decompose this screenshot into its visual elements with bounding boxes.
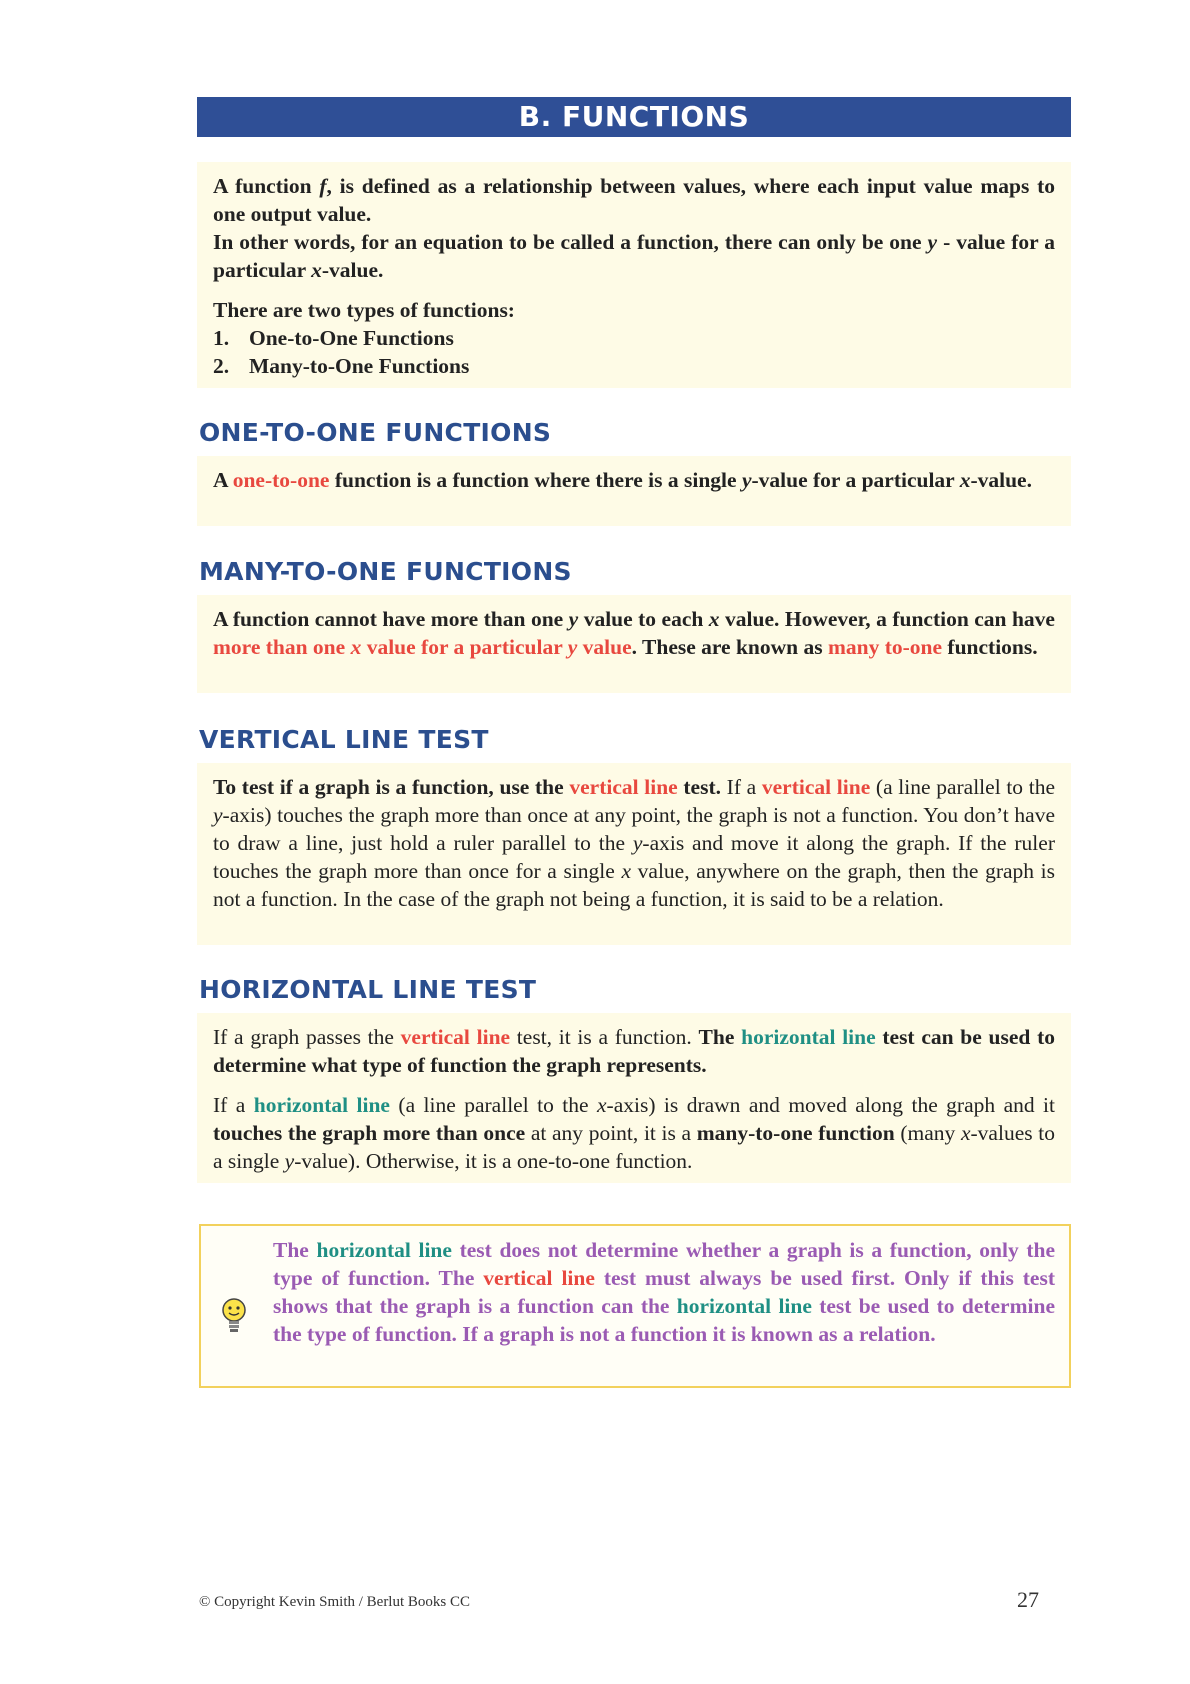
vertical-line-box	[197, 763, 1071, 945]
note-text: The horizontal line test does not determine whether a graph is a function, only the type of function. The vertical line test must always be used first. Only if this test shows that the graph is a function can the horizontal line test be used to determine the type of function. If a graph is not a function it is known as a relation.	[273, 1238, 1056, 1346]
page-title: B. FUNCTIONS	[197, 97, 1071, 137]
intro-definition: A function f, is defined as a relationship between values, where each input value maps to one output value.	[213, 174, 1055, 226]
intro-explanation: In other words, for an equation to be called a function, there can only be one y - value for a particular x-value.	[213, 230, 1055, 282]
intro-box	[197, 162, 1071, 388]
one-to-one-box	[197, 456, 1071, 526]
lightbulb-icon	[219, 1296, 249, 1343]
page-number: 27	[1017, 1587, 1039, 1612]
types-intro: There are two types of functions:	[213, 298, 515, 322]
heading-vertical-line-test: VERTICAL LINE TEST	[199, 725, 489, 754]
heading-many-to-one: MANY-TO-ONE FUNCTIONS	[199, 557, 572, 586]
many-to-one-box	[197, 595, 1071, 693]
note-box	[199, 1224, 1071, 1388]
horizontal-line-text-1: If a graph passes the vertical line test, it is a function. The horizontal line test can be used to determine what type of function the graph represents.	[213, 1025, 1055, 1077]
horizontal-line-box	[197, 1013, 1071, 1183]
copyright: © Copyright Kevin Smith / Berlut Books CC	[199, 1594, 470, 1610]
heading-one-to-one: ONE-TO-ONE FUNCTIONS	[199, 418, 552, 447]
heading-horizontal-line-test: HORIZONTAL LINE TEST	[199, 975, 537, 1004]
many-to-one-text: A function cannot have more than one y value to each x value. However, a function can have more than one x value for a particular y value. These are known as many to-one functions.	[213, 607, 1055, 659]
list-item: 2. Many-to-One Functions	[213, 354, 470, 378]
list-item: 1. One-to-One Functions	[213, 326, 454, 350]
vertical-line-text: To test if a graph is a function, use the vertical line test. If a vertical line (a line parallel to the y-axis) touches the graph more than once at any point, the graph is not a function. You don’t have to draw a line, just hold a ruler parallel to the y-axis and move it along the graph. If the ruler touches the graph more than once for a single x value, anywhere on the graph, then the graph is not a function. In the case of the graph not being a function, it is said to be a relation.	[213, 775, 1056, 911]
one-to-one-text: A one-to-one function is a function where there is a single y-value for a particular x-value.	[213, 468, 1032, 492]
horizontal-line-text-2: If a horizontal line (a line parallel to the x-axis) is drawn and moved along the graph and it touches the graph more than once at any point, it is a many-to-one function (many x-values to a single y-value). Otherwise, it is a one-to-one function.	[213, 1093, 1055, 1173]
